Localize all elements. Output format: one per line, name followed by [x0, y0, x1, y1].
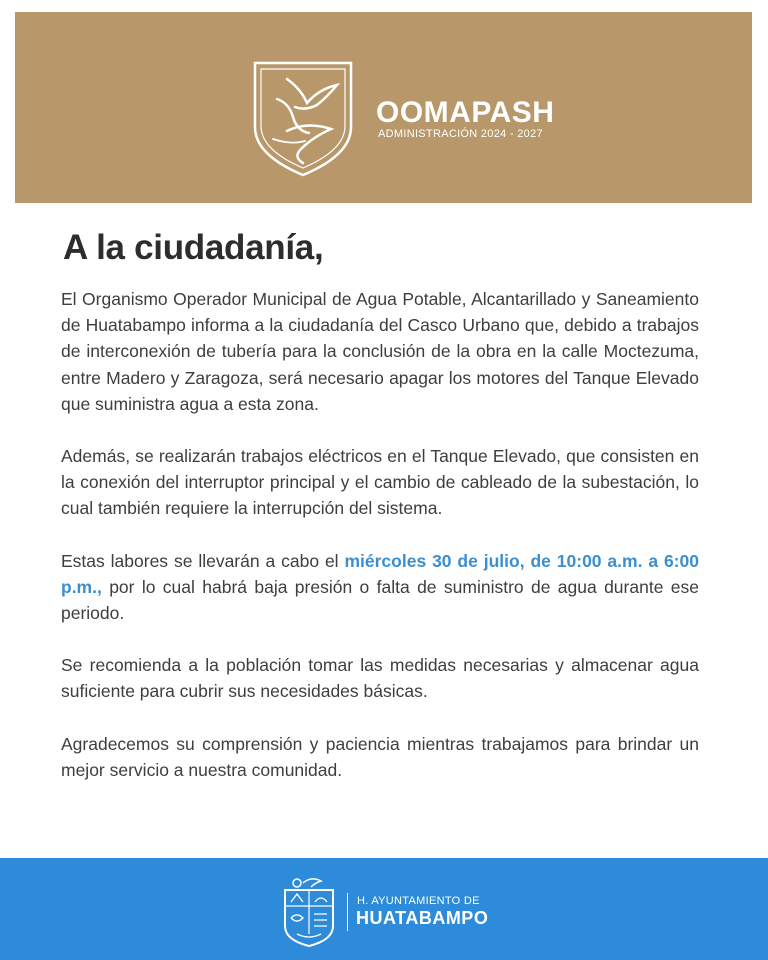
brand-name: OOMAPASH	[376, 96, 555, 129]
paragraph-interconnection: El Organismo Operador Municipal de Agua Potable, Alcantarillado y Saneamiento de Huatabampo informa a la ciudadanía del Casco Urbano que, debido a trabajos de interconexión de tubería para la conclusión de la obra en la calle Moctezuma, entre Madero y Zaragoza, será necesario apagar los motores del Tanque Elevado que suministra agua a esta zona.	[61, 289, 699, 414]
footer-banner	[0, 858, 768, 960]
page-title: A la ciudadanía,	[63, 228, 324, 267]
footer-org-name: HUATABAMPO	[356, 908, 489, 928]
paragraph-thanks: Agradecemos su comprensión y paciencia mientras trabajamos para brindar un mejor servicio a nuestra comunidad.	[61, 733, 699, 780]
paragraph-schedule	[61, 548, 699, 627]
paragraph-electrical-works: Además, se realizarán trabajos eléctricos en el Tanque Elevado, que consisten en la conexión del interruptor principal y el cambio de cableado de la subestación, lo cual también requiere la interrupción del sistema.	[61, 446, 699, 519]
schedule-text-before: Estas labores se llevarán a cabo el	[61, 550, 345, 571]
schedule-text-after: por lo cual habrá baja presión o falta de suministro de agua durante ese periodo.	[61, 576, 699, 624]
brand-subtitle: ADMINISTRACIÓN 2024 - 2027	[378, 128, 543, 140]
header-banner	[15, 12, 752, 203]
footer-divider	[347, 893, 348, 931]
notice-body	[61, 286, 699, 809]
footer-org-prefix: H. AYUNTAMIENTO DE	[357, 895, 480, 907]
oomapash-logo-icon	[247, 49, 359, 179]
paragraph-recommendation: Se recomienda a la población tomar las medidas necesarias y almacenar agua suficiente para cubrir sus necesidades básicas.	[61, 655, 699, 702]
schedule-highlight: miércoles 30 de julio, de 10:00 a.m. a 6:00 p.m.,	[61, 550, 699, 597]
huatabampo-crest-icon	[281, 874, 337, 948]
